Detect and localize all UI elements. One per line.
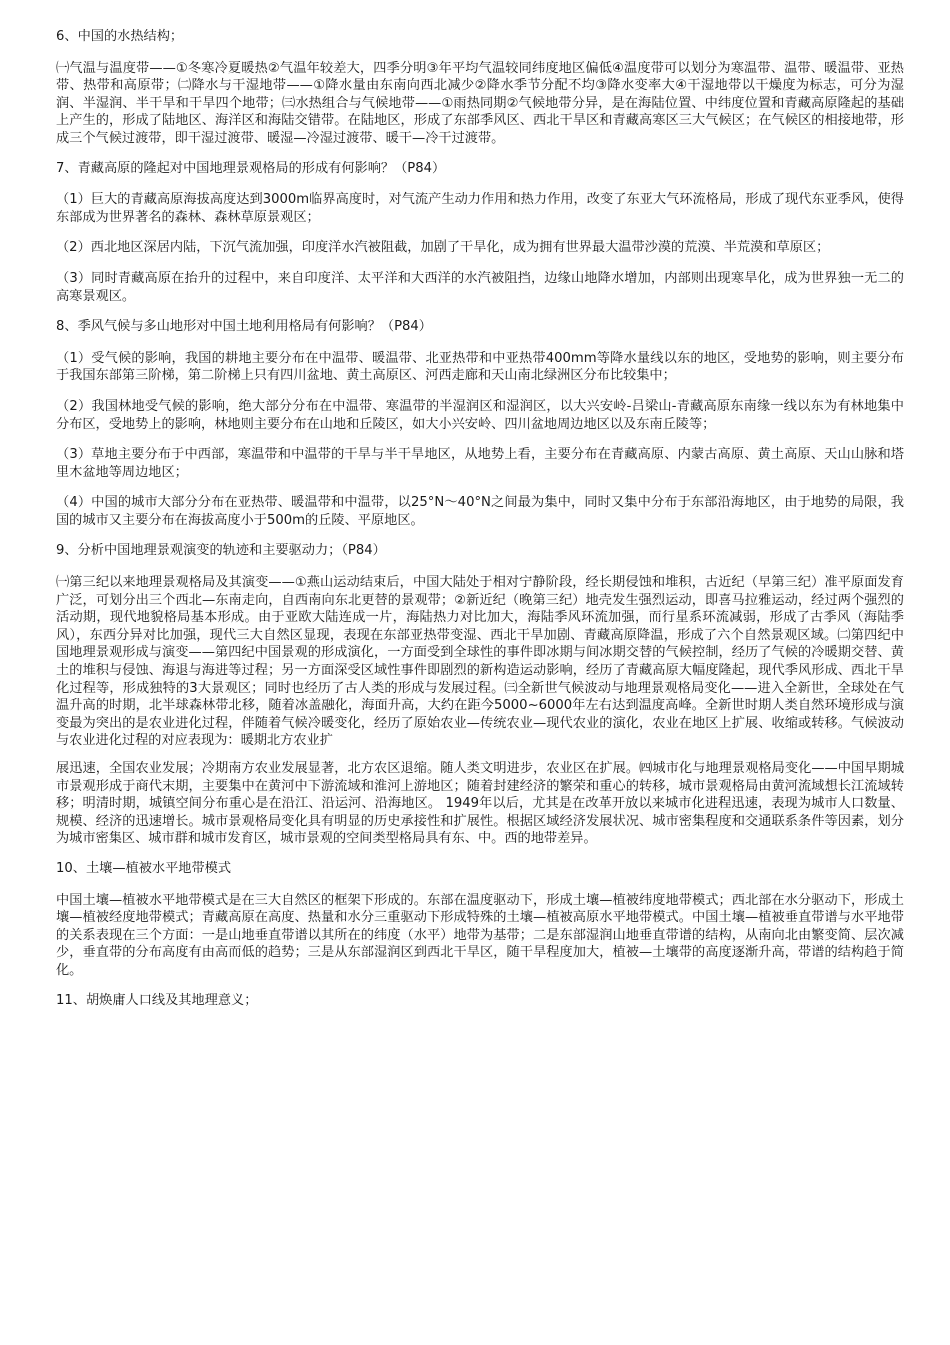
section-heading: 10、土壤—植被水平地带模式 [56, 860, 232, 876]
section-11 [56, 992, 904, 1010]
section-paragraph: ㈠第三纪以来地理景观格局及其演变——①燕山运动结束后，中国大陆处于相对宁静阶段，经长期侵蚀和堆积，古近纪（早第三纪）准平原面发育广泛，可划分出三个西北—东南走向，自西南向东北更替的景观带；②新近纪（晚第三纪）地壳发生强烈运动，即喜马拉雅运动，经过两个强烈的活动期，现代地貌格局基本形成。由于亚欧大陆连成一片，海陆热力对比加大，海陆季风环流加强，而行星系环流减弱，形成了古季风（海陆季风），东西分异对比加强，现代三大自然区显现，表现在东部亚热带变湿、西北干旱加剧、青藏高原降温，形成了六个自然景观区域。㈡第四纪中国地理景观形成与演变——第四纪中国景观的形成演化，一方面受到全球性的事件即冰期与间冰期交替的气候控制，经历了气候的冷暖期交替、黄土的堆积与侵蚀、海退与海进等过程；另一方面深受区域性事件即剧烈的新构造运动影响，经历了青藏高原大幅度隆起，现代季风形成、西北干旱化过程等，形成独特的3大景观区；同时也经历了古人类的形成与发展过程。㈢全新世气候波动与地理景观格局变化——进入全新世，全球处在气温升高的时期，北半球森林带北移，随着冰盖融化，海面升高，大约在距今5000~6000年左右达到温度高峰。全新世时期人类自然环境形成与演变最为突出的是农业进化过程，伴随着气候冷暖变化，经历了原始农业—传统农业—现代农业的演化，农业在地区上扩展、收缩或转移。气候波动与农业进化过程的对应表现为：暖期北方农业扩 [56, 575, 904, 749]
section-heading: 11、胡焕庸人口线及其地理意义； [56, 992, 258, 1008]
list-item: （2）我国林地受气候的影响，绝大部分分布在中温带、寒温带的半湿润区和湿润区，以大兴安岭-吕梁山-青藏高原东南缘一线以东为有林地集中分布区，受地势上的影响，林地则主要分布在山地和丘陵区，如大小兴安岭、四川盆地周边地区以及东南丘陵等； [56, 398, 904, 432]
section-heading: 6、中国的水热结构； [56, 29, 184, 44]
section-heading: 7、青藏高原的隆起对中国地理景观格局的形成有何影响？（P84） [56, 160, 446, 176]
section-6 [56, 28, 904, 148]
list-item: （4）中国的城市大部分分布在亚热带、暖温带和中温带，以25°N～40°N之间最为集中，同时又集中分布于东部沿海地区，由于地势的局限，我国的城市又主要分布在海拔高度小于500m的丘陵、平原地区。 [56, 495, 904, 528]
section-body: 中国土壤—植被水平地带模式是在三大自然区的框架下形成的。东部在温度驱动下，形成土壤—植被纬度地带模式；西北部在水分驱动下，形成土壤—植被经度地带模式；青藏高原在高度、热量和水分三重驱动下形成特殊的土壤—植被高原水平地带模式。中国土壤—植被垂直带谱与水平地带的关系表现在三个方面：一是山地垂直带谱以其所在的纬度（水平）地带为基带；二是东部湿润山地垂直带谱的结构，从南向北由繁变简、层次减少，垂直带的分布高度有由高而低的趋势；三是从东部湿润区到西北干旱区，随干旱程度加大，植被—土壤带的高度逐渐升高，带谱的结构趋于简化。 [56, 892, 904, 978]
section-10 [56, 860, 904, 980]
list-item: （3）草地主要分布于中西部，寒温带和中温带的干旱与半干旱地区，从地势上看，主要分布在青藏高原、内蒙古高原、黄土高原、天山山脉和塔里木盆地等周边地区； [56, 447, 904, 480]
section-9 [56, 542, 904, 848]
list-item: （1）受气候的影响，我国的耕地主要分布在中温带、暖温带、北亚热带和中亚热带400mm等降水量线以东的地区，受地势的影响，则主要分布于我国东部第三阶梯，第二阶梯上只有四川盆地、黄土高原区、河西走廊和天山南北绿洲区分布比较集中； [56, 350, 904, 384]
section-heading: 8、季风气候与多山地形对中国土地利用格局有何影响？（P84） [56, 319, 432, 335]
section-7 [56, 160, 904, 306]
list-item: （3）同时青藏高原在抬升的过程中，来自印度洋、太平洋和大西洋的水汽被阻挡，边缘山地降水增加，内部则出现寒旱化，成为世界独一无二的高寒景观区。 [56, 270, 904, 304]
list-item: （2）西北地区深居内陆，下沉气流加强，印度洋水汽被阻截，加剧了干旱化，成为拥有世界最大温带沙漠的荒漠、半荒漠和草原区； [56, 240, 830, 256]
section-heading: 9、分析中国地理景观演变的轨迹和主要驱动力；（P84） [56, 543, 386, 559]
section-paragraph: 展迅速，全国农业发展；冷期南方农业发展显著，北方农区退缩。随人类文明进步，农业区在扩展。㈣城市化与地理景观格局变化——中国早期城市景观形成于商代末期，主要集中在黄河中下游流域和淮河上游地区；随着封建经济的繁荣和重心的转移，城市景观格局由黄河流域想长江流域转移；明清时期，城镇空间分布重心是在沿江、沿运河、沿海地区。 1949年以后，尤其是在改革开放以来城市化进程迅速，表现为城市人口数量、规模、经济的迅速增长。城市景观格局变化具有明显的历史承接性和扩展性。根据区域经济发展状况、城市密集程度和交通联系条件等因素，划分为城市密集区、城市群和城市发育区，城市景观的空间类型格局具有东、中。西的地带差异。 [56, 761, 904, 847]
section-8 [56, 318, 904, 529]
section-body: ㈠气温与温度带——①冬寒冷夏暖热②气温年较差大，四季分明③年平均气温较同纬度地区偏低④温度带可以划分为寒温带、温带、暖温带、亚热带、热带和高原带；㈡降水与干湿地带——①降水量由东南向西北减少②降水季节分配不均③降水变率大④干湿地带以干燥度为标志，可分为湿润、半湿润、半干旱和干旱四个地带；㈢水热组合与气候地带——①雨热同期②气候地带分异，是在海陆位置、中纬度位置和青藏高原隆起的基础上产生的，形成了陆地区、海洋区和海陆交错带。在陆地区，形成了东部季风区、西北干旱区和青藏高寒区三大气候区；在气候区的相接地带，形成三个气候过渡带，即干湿过渡带、暖湿—冷湿过渡带、暖干—冷干过渡带。 [56, 60, 904, 146]
list-item: （1）巨大的青藏高原海拔高度达到3000m临界高度时，对气流产生动力作用和热力作用，改变了东亚大气环流格局，形成了现代东亚季风，使得东部成为世界著名的森林、森林草原景观区； [56, 192, 904, 225]
